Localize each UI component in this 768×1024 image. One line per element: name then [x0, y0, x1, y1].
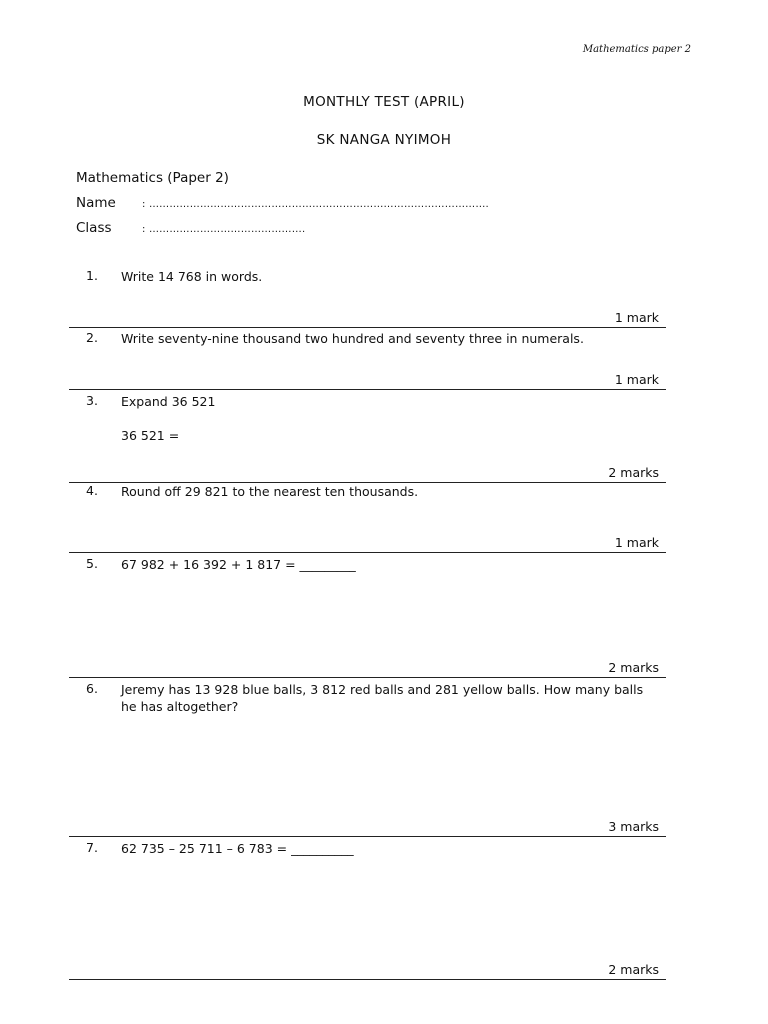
question-marks: 2 marks [608, 962, 659, 977]
question-7 [69, 840, 666, 980]
school-name: SK NANGA NYIMOH [316, 132, 452, 148]
question-marks: 1 mark [614, 372, 659, 387]
question-2 [69, 330, 666, 390]
question-5 [69, 556, 666, 678]
class-field [76, 220, 305, 236]
question-number: 2. [86, 330, 98, 345]
question-marks: 1 mark [614, 535, 659, 550]
question-marks: 2 marks [608, 465, 659, 480]
name-label: Name [76, 195, 116, 211]
subject-label: Mathematics (Paper 2) [76, 170, 229, 186]
question-3 [69, 393, 666, 483]
question-text: Expand 36 521 [121, 394, 216, 409]
question-6 [69, 681, 666, 837]
class-label: Class [76, 220, 112, 236]
question-number: 4. [86, 483, 98, 498]
question-number: 3. [86, 393, 98, 408]
question-text: Write 14 768 in words. [121, 269, 263, 284]
question-text: Jeremy has 13 928 blue balls, 3 812 red balls and 281 yellow balls. How many balls he has altogether? [121, 682, 644, 714]
question-number: 7. [86, 840, 98, 855]
question-subline: 36 521 = [121, 428, 180, 443]
class-blank: : ………………………………………. [142, 224, 306, 235]
question-number: 1. [86, 268, 98, 283]
question-number: 5. [86, 556, 98, 571]
question-number: 6. [86, 681, 98, 696]
question-marks: 1 mark [614, 310, 659, 325]
question-text: 62 735 – 25 711 – 6 783 = __________ [121, 841, 354, 856]
question-text: 67 982 + 16 392 + 1 817 = _________ [121, 557, 356, 572]
name-field [76, 195, 489, 211]
test-title: MONTHLY TEST (APRIL) [303, 94, 465, 110]
name-blank: : ………………………………………………………………………………………. [142, 199, 489, 210]
question-text: Round off 29 821 to the nearest ten thousands. [121, 484, 419, 499]
question-marks: 2 marks [608, 660, 659, 675]
question-1 [69, 268, 666, 328]
running-header: Mathematics paper 2 [582, 44, 691, 55]
question-4 [69, 483, 666, 553]
question-text: Write seventy-nine thousand two hundred and seventy three in numerals. [121, 331, 584, 346]
question-marks: 3 marks [608, 819, 659, 834]
